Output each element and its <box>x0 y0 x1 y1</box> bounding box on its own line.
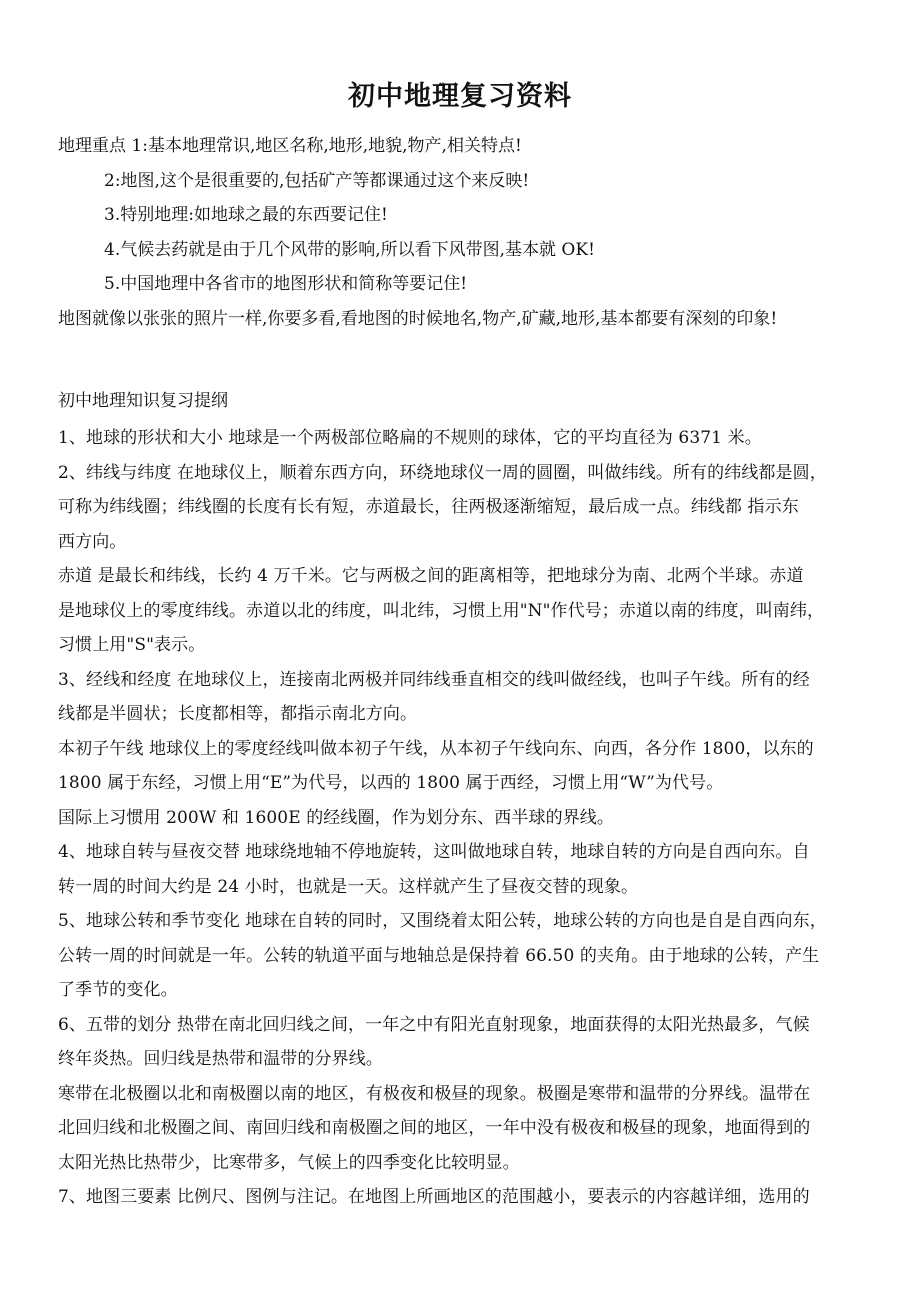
body-line: 1800 属于东经，习惯上用“E”为代号，以西的 1800 属于西经，习惯上用“W”为代号。 <box>58 773 724 793</box>
key-point-2: 2:地图,这个是很重要的,包括矿产等都课通过这个来反映! <box>104 170 530 191</box>
body-line: 转一周的时间大约是 24 小时，也就是一天。这样就产生了昼夜交替的现象。 <box>58 876 639 897</box>
key-points <box>58 129 864 336</box>
key-point-3: 3.特别地理:如地球之最的东西要记住! <box>104 205 388 225</box>
outline-body <box>58 421 864 1215</box>
key-point-summary: 地图就像以张张的照片一样,你要多看,看地图的时候地名,物产,矿藏,地形,基本都要有深刻的印象! <box>58 308 778 329</box>
key-point-4: 4.气候去药就是由于几个风带的影响,所以看下风带图,基本就 OK! <box>104 239 595 260</box>
body-line: 国际上习惯用 200W 和 1600E 的经线圈，作为划分东、西半球的界线。 <box>58 807 615 828</box>
body-line: 赤道 是最长和纬线，长约 4 万千米。它与两极之间的距离相等，把地球分为南、北两个半球。赤道 <box>58 566 804 586</box>
body-line: 4、地球自转与昼夜交替 地球绕地轴不停地旋转，这叫做地球自转，地球自转的方向是自西向东。自 <box>58 842 810 862</box>
key-point-5: 5.中国地理中各省市的地图形状和简称等要记住! <box>104 274 468 294</box>
body-line: 可称为纬线圈；纬线圈的长度有长有短，赤道最长，往两极逐渐缩短，最后成一点。纬线都 指示东 <box>58 497 799 517</box>
body-line: 是地球仪上的零度纬线。赤道以北的纬度，叫北纬，习惯上用"N"作代号；赤道以南的纬度，叫南纬， <box>58 600 825 621</box>
body-line: 西方向。 <box>58 531 127 552</box>
body-line: 太阳光热比热带少，比寒带多，气候上的四季变化比较明显。 <box>58 1152 520 1173</box>
body-line: 公转一周的时间就是一年。公转的轨道平面与地轴总是保持着 66.50 的夹角。由于地球的公转，产生 <box>58 945 820 966</box>
body-line: 线都是半圆状；长度都相等，都指示南北方向。 <box>58 704 418 724</box>
page-title: 初中地理复习资料 <box>348 81 572 112</box>
body-line: 5、地球公转和季节变化 地球在自转的同时，又围绕着太阳公转，地球公转的方向也是自是自西向东， <box>58 911 827 931</box>
body-line: 7、地图三要素 比例尺、图例与注记。在地图上所画地区的范围越小，要表示的内容越详细，选用的 <box>58 1187 810 1207</box>
body-line: 本初子午线 地球仪上的零度经线叫做本初子午线，从本初子午线向东、向西，各分作 1800，以东的 <box>58 738 814 759</box>
body-line: 6、五带的划分 热带在南北回归线之间，一年之中有阳光直射现象，地面获得的太阳光热最多，气候 <box>58 1014 810 1035</box>
body-line: 习惯上用"S"表示。 <box>58 635 206 655</box>
body-line: 寒带在北极圈以北和南极圈以南的地区，有极夜和极昼的现象。极圈是寒带和温带的分界线。温带在 <box>58 1083 811 1104</box>
body-line: 2、纬线与纬度 在地球仪上，顺着东西方向，环绕地球仪一周的圆圈，叫做纬线。所有的纬线都是圆， <box>58 462 827 483</box>
body-line: 终年炎热。回归线是热带和温带的分界线。 <box>58 1049 383 1069</box>
body-line: 北回归线和北极圈之间、南回归线和南极圈之间的地区，一年中没有极夜和极昼的现象，地面得到的 <box>58 1118 811 1138</box>
key-point-1: 地理重点 1:基本地理常识,地区名称,地形,地貌,物产,相关特点! <box>58 136 522 156</box>
outline-heading: 初中地理知识复习提纲 <box>58 391 228 411</box>
body-line: 1、地球的形状和大小 地球是一个两极部位略扁的不规则的球体，它的平均直径为 6371 米。 <box>58 428 762 448</box>
body-line: 了季节的变化。 <box>58 980 178 1000</box>
body-line: 3、经线和经度 在地球仪上，连接南北两极并同纬线垂直相交的线叫做经线，也叫子午线。所有的经 <box>58 669 810 690</box>
